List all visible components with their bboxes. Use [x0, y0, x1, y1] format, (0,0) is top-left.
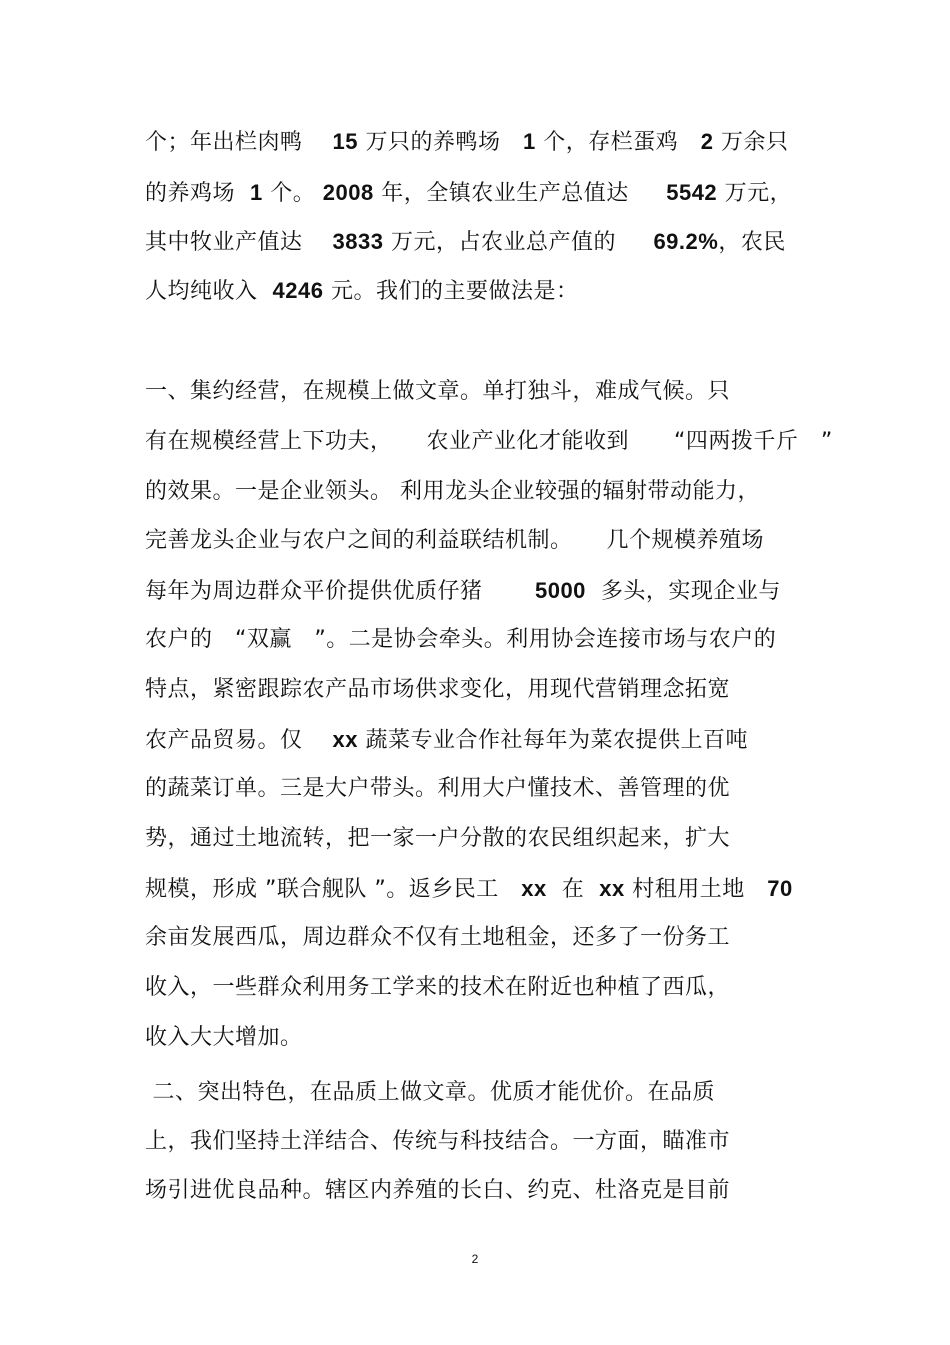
- text-run: 万余只: [720, 130, 789, 155]
- text-line: 场引进优良品种。辖区内养殖的长白、约克、杜洛克是目前: [145, 1178, 731, 1203]
- text-line: [145, 175, 792, 211]
- placeholder-name: xx: [521, 876, 547, 901]
- text-line: [145, 573, 781, 609]
- text-line: 的效果。一是企业领头。 利用龙头企业较强的辐射带动能力，: [145, 479, 760, 504]
- number: 70: [767, 876, 793, 901]
- placeholder-name: xx: [332, 727, 358, 752]
- text-run: 元。我们的主要做法是：: [330, 279, 579, 304]
- text-run: 的养鸡场: [145, 181, 236, 206]
- text-line: 收入，一些群众利用务工学来的技术在附近也种植了西瓜，: [145, 975, 731, 1000]
- number: 4246: [272, 278, 324, 303]
- inline-page-folio: [160, 327, 188, 363]
- page-number: 2: [471, 1252, 479, 1266]
- text-run: 每年为周边群众平价提供优质仔猪: [145, 579, 483, 604]
- text-run: 万只的养鸭场: [365, 130, 501, 155]
- number: 69.2%: [653, 229, 719, 254]
- text-run: 个。: [270, 181, 316, 206]
- text-run: 万元，占农业总产值的: [390, 230, 616, 255]
- text-line: [145, 224, 786, 260]
- number: 3833: [332, 229, 384, 254]
- text-line: 农户的 “双赢 ”。二是协会牵头。利用协会连接市场与农户的: [145, 627, 777, 652]
- text-run: 蔬菜专业合作社每年为菜农提供上百吨: [365, 728, 748, 753]
- number: 5000: [534, 578, 586, 603]
- text-run: 个；年出栏肉鸭: [145, 130, 303, 155]
- text-line: 的蔬菜订单。三是大户带头。利用大户懂技术、善管理的优: [145, 776, 731, 801]
- text-run: 人均纯收入: [145, 279, 258, 304]
- text-run: 年，全镇农业生产总值达: [381, 181, 629, 206]
- text-line: 势，通过土地流转，把一家一户分散的农民组织起来，扩大: [145, 826, 731, 851]
- placeholder-name: xx: [599, 876, 625, 901]
- text-run: 在: [561, 877, 585, 902]
- text-line: 特点，紧密跟踪农产品市场供求变化，用现代营销理念拓宽: [145, 677, 731, 702]
- text-line: 余亩发展西瓜，周边群众不仅有土地租金，还多了一份务工: [145, 925, 731, 950]
- section-heading-line: 一、集约经营，在规模上做文章。单打独斗，难成气候。只: [145, 379, 731, 404]
- text-run: 多头，实现企业与: [600, 579, 781, 604]
- text-run: ，农民: [718, 230, 786, 255]
- text-line: 完善龙头企业与农户之间的利益联结机制。 几个规模养殖场: [145, 528, 765, 553]
- text-run: 村租用土地: [632, 877, 745, 902]
- number: 1: [522, 129, 536, 154]
- text-line: 收入大大增加。: [145, 1025, 303, 1050]
- number: 2008: [322, 180, 374, 205]
- text-line: 上，我们坚持土洋结合、传统与科技结合。一方面，瞄准市: [145, 1129, 731, 1154]
- number: 2: [700, 129, 714, 154]
- text-run: 规模，形成 ”联合舰队 ”。返乡民工: [145, 877, 499, 902]
- text-line: [145, 273, 578, 309]
- text-run: 农产品贸易。仅: [145, 728, 303, 753]
- section-heading-line: 二、突出特色，在品质上做文章。优质才能优价。在品质: [145, 1080, 715, 1105]
- number: 5542: [666, 180, 718, 205]
- text-run: 其中牧业产值达: [145, 230, 303, 255]
- text-line: [145, 722, 748, 758]
- text-run: 万元，: [724, 181, 793, 206]
- text-line: [145, 871, 793, 907]
- text-line: 有在规模经营上下功夫， 农业产业化才能收到 “四两拨千斤 ”: [145, 429, 833, 454]
- number: 1: [250, 180, 263, 205]
- text-run: 个，存栏蛋鸡: [543, 130, 679, 155]
- text-line: [145, 124, 789, 160]
- number: 15: [332, 129, 358, 154]
